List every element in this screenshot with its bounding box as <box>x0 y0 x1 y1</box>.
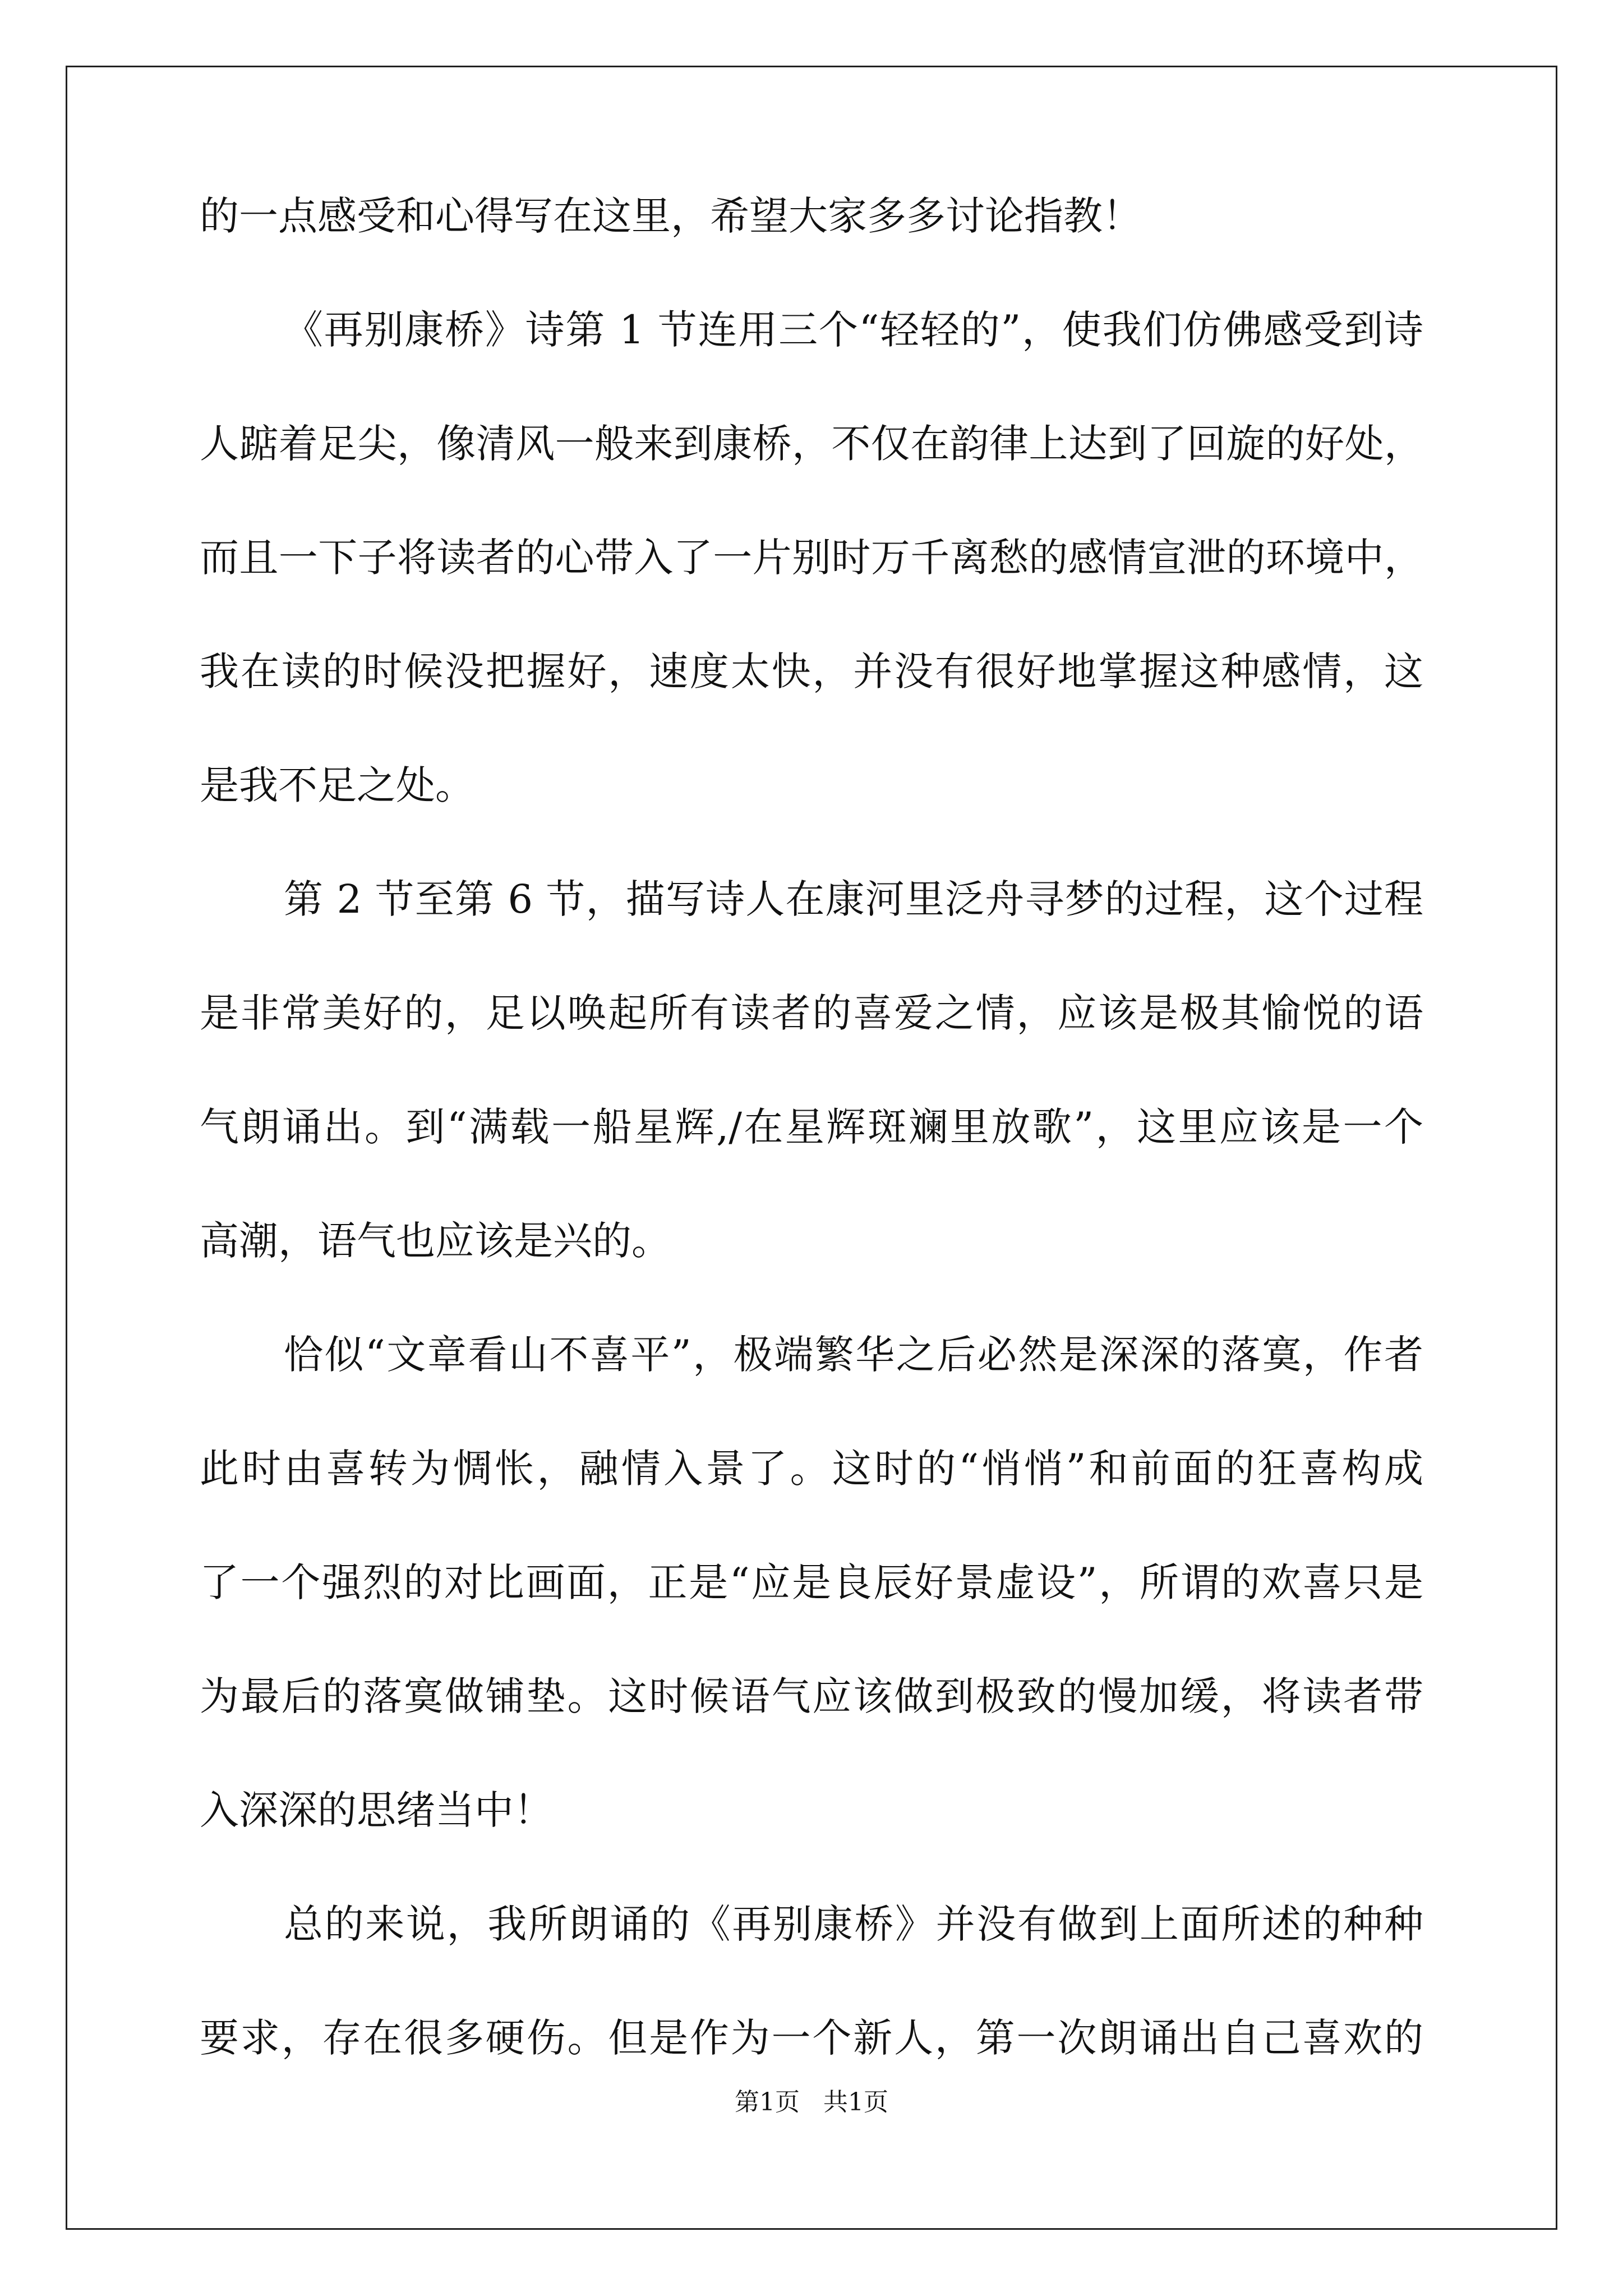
text-line: 是我不足之处。 <box>200 762 474 808</box>
text-line: 的一点感受和心得写在这里，希望大家多多讨论指教！ <box>200 193 1142 239</box>
text-line: 气朗诵出。到“满载一船星辉,/在星辉斑斓里放歌”，这里应该是一个 <box>200 1104 1423 1150</box>
text-line: 高潮，语气也应该是兴的。 <box>200 1218 671 1264</box>
text-line: 是非常美好的，足以唤起所有读者的喜爱之情，应该是极其愉悦的语 <box>200 990 1423 1036</box>
text-line: 第 2 节至第 6 节，描写诗人在康河里泛舟寻梦的过程，这个过程 <box>284 876 1423 922</box>
text-line: 人踮着足尖，像清风一般来到康桥，不仅在韵律上达到了回旋的好处， <box>200 421 1423 467</box>
text-line: 我在读的时候没把握好，速度太快，并没有很好地掌握这种感情，这 <box>200 648 1423 694</box>
text-line: 而且一下子将读者的心带入了一片别时万千离愁的感情宣泄的环境中， <box>200 535 1423 581</box>
page-footer: 第1页 共1页 <box>735 2088 888 2116</box>
text-line: 入深深的思绪当中！ <box>200 1787 553 1833</box>
text-line: 《再别康桥》诗第 1 节连用三个“轻轻的”，使我们仿佛感受到诗 <box>284 307 1423 353</box>
text-line: 要求，存在很多硬伤。但是作为一个新人，第一次朗诵出自己喜欢的 <box>200 2015 1423 2061</box>
text-line: 此时由喜转为惆怅，融情入景了。这时的“悄悄”和前面的狂喜构成 <box>200 1446 1423 1492</box>
text-line: 为最后的落寞做铺垫。这时候语气应该做到极致的慢加缓，将读者带 <box>200 1673 1423 1719</box>
text-line: 恰似“文章看山不喜平”，极端繁华之后必然是深深的落寞，作者 <box>284 1332 1423 1378</box>
text-line: 总的来说，我所朗诵的《再别康桥》并没有做到上面所述的种种 <box>284 1901 1423 1947</box>
text-line: 了一个强烈的对比画面，正是“应是良辰好景虚设”，所谓的欢喜只是 <box>200 1559 1423 1605</box>
